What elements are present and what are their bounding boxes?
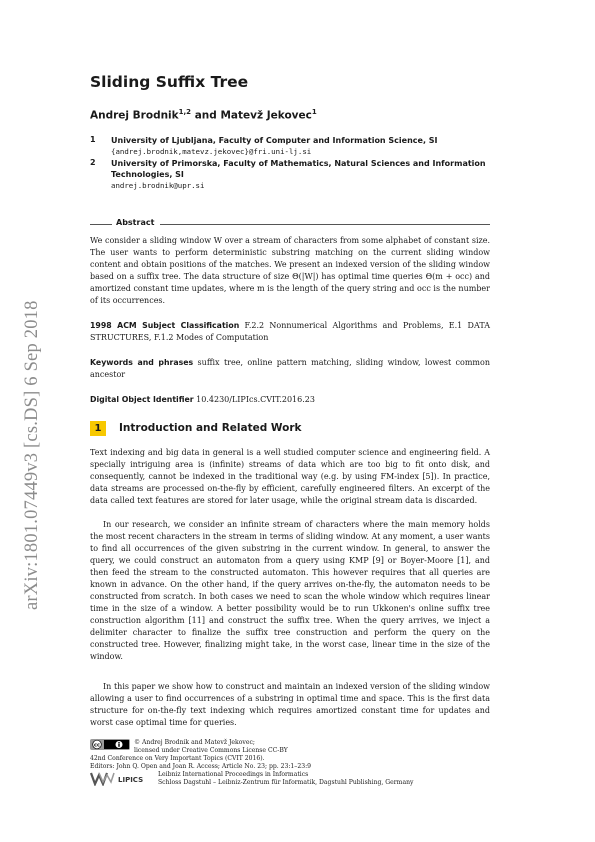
conference-line: 42nd Conference on Very Important Topics (CVIT 2016). — [90, 755, 265, 762]
publisher-line: Schloss Dagstuhl – Leibniz-Zentrum für Informatik, Dagstuhl Publishing, Germany — [158, 779, 414, 787]
affiliation-email: andrej.brodnik@upr.si — [111, 181, 205, 190]
author-conjunction: and — [191, 109, 221, 122]
author-2-name: Matevž Jekovec — [220, 109, 312, 122]
creative-commons-logo — [90, 739, 130, 750]
copyright-line: © Andrej Brodnik and Matevž Jekovec; — [134, 739, 255, 746]
abstract-rule-right — [160, 224, 490, 225]
doi — [90, 394, 490, 406]
abstract-label: Abstract — [116, 218, 155, 227]
paper-title: Sliding Suffix Tree — [90, 73, 249, 91]
affiliation-number: 2 — [90, 158, 96, 167]
section-number-badge: 1 — [90, 421, 106, 436]
keywords — [90, 357, 490, 381]
arxiv-identifier-stamp: arXiv:1801.07449v3 [cs.DS] 6 Sep 2018 — [22, 300, 42, 610]
editors-line: Editors: John Q. Open and Joan R. Access; Article No. 23; pp. 23:1–23:9 — [90, 763, 312, 771]
author-1-name: Andrej Brodnik — [90, 109, 179, 122]
author-line — [90, 108, 317, 122]
section-title: Introduction and Related Work — [119, 422, 302, 434]
lipics-logo-text: LIPICS — [118, 776, 144, 784]
abstract-rule-left — [90, 224, 112, 225]
acm-classification — [90, 320, 490, 344]
abstract-header — [90, 218, 490, 230]
publisher-block — [158, 771, 498, 787]
body-paragraph-3: In this paper we show how to construct and maintain an indexed version of the sliding window allowing a user to find occurrences of a substring in optimal time and space. This is the first data structure for on-the-fly text indexing which requires amortized constant time for updates and worst case optimal time for queries. — [90, 682, 490, 727]
body-paragraph-1: Text indexing and big data in general is a well studied computer science and engineering field. A specially intriguing area is (infinite) streams of data which are too big to fit onto disk, and consequently, cannot be indexed in the traditional way (e.g. by using FM-index [5]). In practice, data streams are processed on-the-fly by efficient, carefully engineered filters. An excerpt of the data called text features are stored for later usage, while the original stream data is discarded. — [90, 448, 490, 505]
cc-logo-text: cc — [94, 742, 100, 749]
abstract-text: We consider a sliding window W over a stream of characters from some alphabet of constant size. The user wants to perform deterministic substring matching on the current sliding window content and obtain positions of the matches. We present an indexed version of the sliding window based on a suffix tree. The data structure of size Θ(|W|) has optimal time queries Θ(m + occ) and amortized constant time updates, where m is the length of the query string and occ is the number of its occurrences. — [90, 236, 490, 305]
doi-label: Digital Object Identifier — [90, 395, 194, 404]
author-2-affil-marker: 1 — [311, 108, 317, 116]
series-line: Leibniz International Proceedings in Informatics — [158, 771, 309, 778]
affiliation-name: University of Ljubljana, Faculty of Computer and Information Science, SI — [111, 136, 438, 145]
author-1-affil-marker: 1,2 — [178, 108, 192, 116]
license-line: licensed under Creative Commons License CC-BY — [134, 747, 288, 755]
lipics-logo — [90, 771, 152, 786]
doi-text: 10.4230/LIPIcs.CVIT.2016.23 — [193, 395, 315, 404]
license-text-block — [134, 739, 494, 755]
affiliation-email: {andrej.brodnik,matevz.jekovec}@fri.uni-lj.si — [111, 147, 312, 156]
venue-block — [90, 755, 490, 771]
acm-classification-label: 1998 ACM Subject Classification — [90, 321, 240, 330]
keywords-label: Keywords and phrases — [90, 358, 194, 367]
acm-classification-text: F.2.2 Nonnumerical Algorithms and Problems, E.1 DATA STRUCTURES, F.1.2 Modes of Computation — [90, 321, 490, 342]
affiliation-name: University of Primorska, Faculty of Mathematics, Natural Sciences and Information Technologies, SI — [111, 159, 486, 179]
body-paragraph-2: In our research, we consider an infinite stream of characters where the main memory holds the most recent characters in the stream in terms of sliding window. At any moment, a user wants to find all occurrences of the given substring in the current window. In general, to answer the query, we could construct an automaton from a query using KMP [9] or Boyer-Moore [1], and then feed the stream to the constructed automaton. This however requires that all queries are known in advance. On the other hand, if the query arrives on-the-fly, the automaton needs to be constructed from scratch. In both cases we need to scan the whole window which requires linear time in the size of a window. A better possibility would be to run Ukkonen's online suffix tree construction algorithm [11] and construct the suffix tree. When the query arrives, we inject a delimiter character to finalize the suffix tree construction and perform the query on the constructed tree. However, finalizing might take, in the worst case, linear time in the size of the window. — [90, 520, 490, 661]
affiliation-number: 1 — [90, 135, 96, 144]
keywords-text: suffix tree, online pattern matching, sliding window, lowest common ancestor — [90, 358, 490, 379]
